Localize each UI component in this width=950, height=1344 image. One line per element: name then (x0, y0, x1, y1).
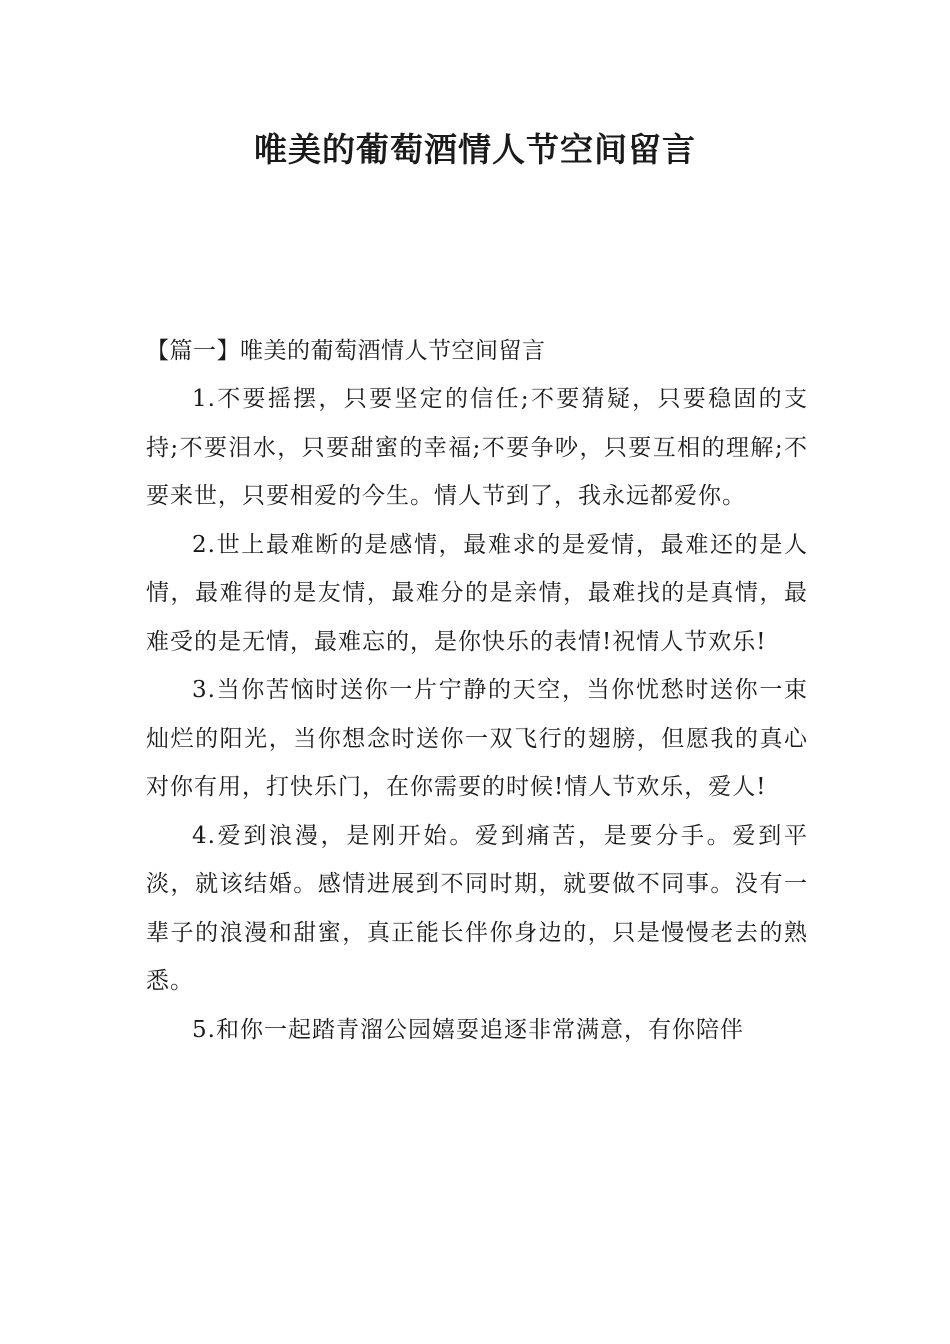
document-body (146, 327, 808, 1054)
paragraph-4: 4.爱到浪漫，是刚开始。爱到痛苦，是要分手。爱到平淡，就该结婚。感情进展到不同时期，就要做不同事。没有一辈子的浪漫和甜蜜，真正能长伴你身边的，只是慢慢老去的熟悉。 (146, 822, 808, 994)
document-title: 唯美的葡萄酒情人节空间留言 (254, 130, 696, 169)
section-heading: 【篇一】唯美的葡萄酒情人节空间留言 (146, 338, 546, 364)
paragraph-1: 1.不要摇摆，只要坚定的信任;不要猜疑，只要稳固的支持;不要泪水，只要甜蜜的幸福;不要争吵，只要互相的理解;不要来世，只要相爱的今生。情人节到了，我永远都爱你。 (146, 386, 808, 509)
paragraph-2: 2.世上最难断的是感情，最难求的是爱情，最难还的是人情，最难得的是友情，最难分的是亲情，最难找的是真情，最难受的是无情，最难忘的，是你快乐的表情!祝情人节欢乐! (146, 531, 808, 655)
paragraph-3: 3.当你苦恼时送你一片宁静的天空，当你忧愁时送你一束灿烂的阳光，当你想念时送你一双飞行的翅膀，但愿我的真心对你有用，打快乐门，在你需要的时候!情人节欢乐，爱人! (146, 677, 808, 800)
paragraph-5: 5.和你一起踏青溜公园嬉耍追逐非常满意，有你陪伴 (192, 1016, 744, 1043)
